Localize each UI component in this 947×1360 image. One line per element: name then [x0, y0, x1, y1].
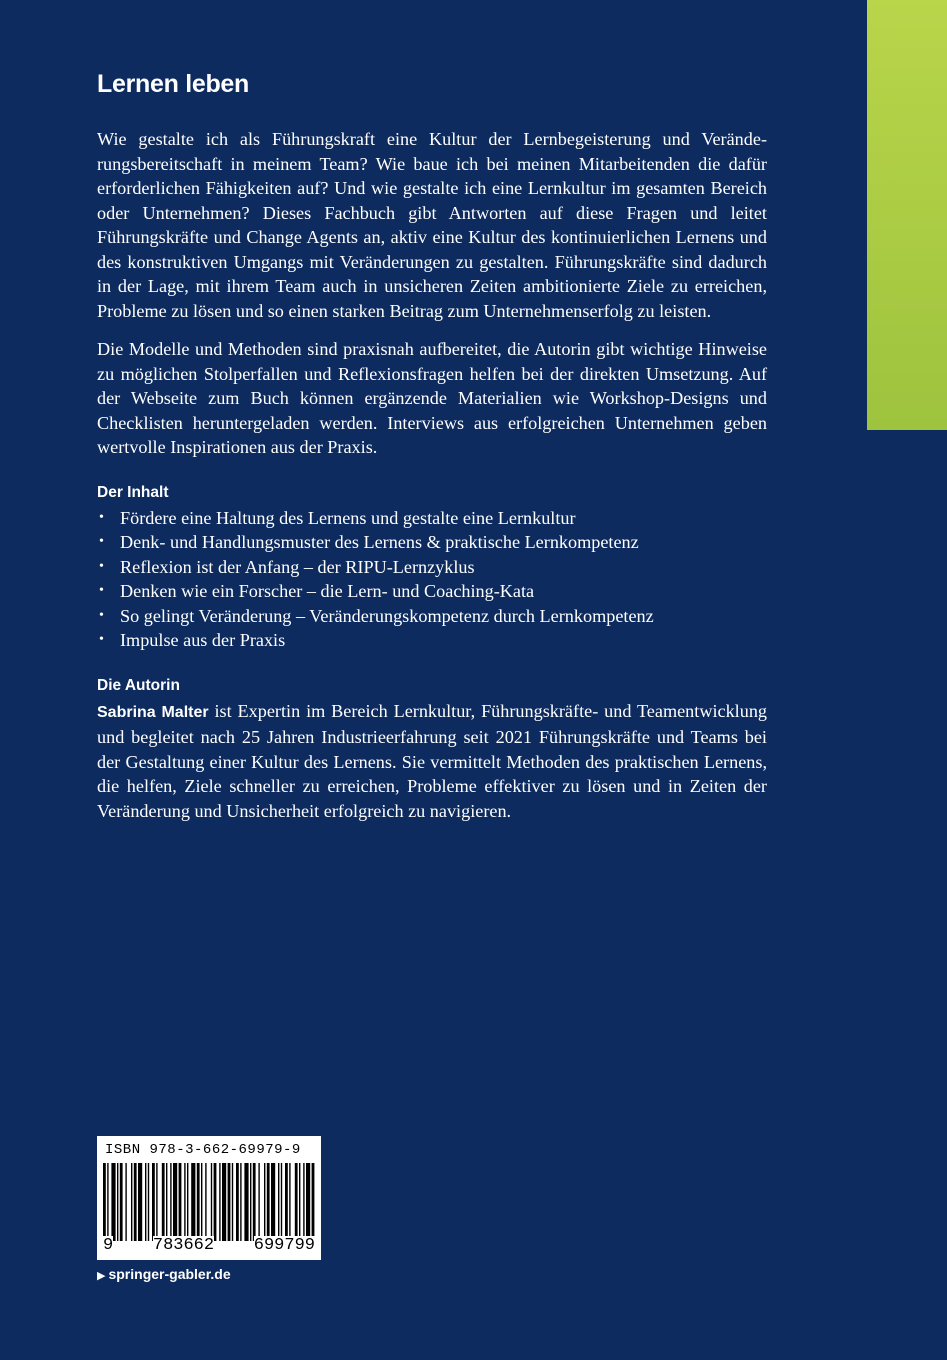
barcode-bar — [278, 1163, 279, 1241]
barcode-bar — [134, 1163, 137, 1241]
barcode-bar — [244, 1163, 248, 1241]
barcode-bar — [145, 1163, 146, 1241]
barcode-bar — [222, 1163, 226, 1241]
back-cover-text — [97, 70, 767, 837]
inhalt-list — [97, 506, 767, 653]
barcode-bar — [205, 1163, 206, 1241]
barcode-bar — [107, 1163, 108, 1241]
barcode-bar — [219, 1163, 220, 1241]
barcode-bar — [285, 1163, 288, 1241]
list-item: • Reflexion ist der Anfang – der RIPU-Lernzyklus — [97, 555, 767, 580]
barcode-bar — [228, 1163, 231, 1241]
barcode-bar — [240, 1163, 241, 1241]
author-bio: ist Expertin im Bereich Lernkultur, Führungskräfte- und Teamentwicklung und begleitet nach 25 Jahren Industrieerfahrung seit 2021 Führungskräfte und Teams bei der Gestaltung einer Kultur des Lernens. Sie vermittelt Methoden des praktischen Lernens, die helfen, Ziele schneller zu erreichen, Probleme effektiver zu lösen und in Zeiten der Veränderung und Unsicherheit erfolgreich zu navigieren. — [97, 700, 768, 821]
inhalt-heading: Der Inhalt — [97, 483, 169, 501]
barcode-bar — [264, 1163, 265, 1241]
barcode-bar — [312, 1163, 315, 1241]
barcode-bar — [131, 1163, 132, 1241]
barcode-bar — [267, 1163, 270, 1241]
barcode-bar — [152, 1163, 155, 1241]
barcode-bar — [211, 1163, 212, 1241]
barcode-bar — [253, 1163, 256, 1241]
barcode-bar — [281, 1163, 282, 1241]
list-item: • Impulse aus der Praxis — [97, 628, 767, 653]
barcode-bar — [111, 1163, 115, 1241]
barcode-bar — [162, 1163, 165, 1241]
barcode-bars — [103, 1163, 315, 1241]
barcode-digit-group: 9 — [103, 1236, 114, 1255]
barcode-bar — [187, 1163, 188, 1241]
barcode-bar — [179, 1163, 182, 1241]
play-arrow-icon: ▶ — [97, 1270, 106, 1282]
barcode-bar — [103, 1163, 106, 1241]
barcode-bar — [295, 1163, 298, 1241]
description-paragraph-1: Wie gestalte ich als Führungskraft eine Kultur der Lernbegeisterung und Veränderungsbereitschaft in meinem Team? Wie baue ich bei meinen Mitarbeitenden die dafür erforderlichen Fähigkeiten auf? Und wie gestalte ich eine Lernkultur im gesamten Bereich oder Unternehmen? Dieses Fachbuch gibt Antworten auf diese Fragen und leitet Führungskräfte und Change Agents an, aktiv eine Kultur des kontinuierlichen Lernens und des konstruktiven Umgangs mit Veränderungen zu gestalten. Führungskräfte sind dadurch in der Lage, mit ihrem Team auch in unsicheren Zeiten ambitionierte Ziele zu erreichen, Probleme zu lösen und so einen starken Beitrag zum Unternehmenserfolg zu leisten. — [97, 129, 767, 321]
barcode-bar — [173, 1163, 177, 1241]
barcode-bar — [299, 1163, 300, 1241]
barcode-bar — [197, 1163, 200, 1241]
autorin-bio-paragraph — [97, 699, 767, 824]
barcode-bar — [236, 1163, 239, 1241]
barcode-digit-group: 699799 — [253, 1236, 315, 1255]
isbn-barcode — [97, 1136, 321, 1260]
barcode-bar — [170, 1163, 171, 1241]
barcode-digit-group: 783662 — [152, 1236, 215, 1255]
barcode-bar — [214, 1163, 217, 1241]
description-paragraph-2: Die Modelle und Methoden sind praxisnah aufbereitet, die Autorin gibt wichtige Hinweise zu möglichen Stolperfallen und Reflexionsfragen helfen bei der direkten Umsetzung. Auf der Webseite zum Buch können ergänzende Materialien wie Workshop-Designs und Checklisten heruntergeladen werden. Interviews aus erfolgreichen Unternehmen geben wertvolle Inspirationen aus der Praxis. — [97, 339, 767, 457]
publisher-website-link[interactable] — [97, 1266, 231, 1282]
barcode-bar — [306, 1163, 310, 1241]
barcode-bar — [289, 1163, 290, 1241]
barcode-bar — [125, 1163, 126, 1241]
barcode-bar — [201, 1163, 202, 1241]
barcode-bar — [138, 1163, 142, 1241]
barcode-bar — [258, 1163, 259, 1241]
barcode-bar — [303, 1163, 304, 1241]
barcode-bar — [117, 1163, 118, 1241]
isbn-label: ISBN 978-3-662-69979-9 — [105, 1142, 301, 1158]
list-item: • Denken wie ein Forscher – die Lern- und Coaching-Kata — [97, 579, 767, 604]
barcode-bar — [120, 1163, 123, 1241]
barcode-digits — [97, 1236, 321, 1255]
barcode-bar — [271, 1163, 275, 1241]
barcode-bar — [191, 1163, 195, 1241]
barcode-bar — [148, 1163, 149, 1241]
green-accent-band — [867, 0, 947, 430]
list-item: • So gelingt Veränderung – Veränderungskompetenz durch Lernkompetenz — [97, 604, 767, 629]
publisher-website-text: springer-gabler.de — [108, 1266, 231, 1282]
autorin-heading: Die Autorin — [97, 676, 180, 694]
barcode-bar — [156, 1163, 157, 1241]
barcode-bar — [250, 1163, 251, 1241]
barcode-bar — [184, 1163, 185, 1241]
book-title: Lernen leben — [97, 70, 249, 98]
list-item: • Denk- und Handlungsmuster des Lernens & praktische Lernkompetenz — [97, 530, 767, 555]
list-item: • Fördere eine Haltung des Lernens und gestalte eine Lernkultur — [97, 506, 767, 531]
barcode-bar — [166, 1163, 167, 1241]
barcode-bar — [232, 1163, 233, 1241]
author-name: Sabrina Malter — [97, 703, 209, 721]
